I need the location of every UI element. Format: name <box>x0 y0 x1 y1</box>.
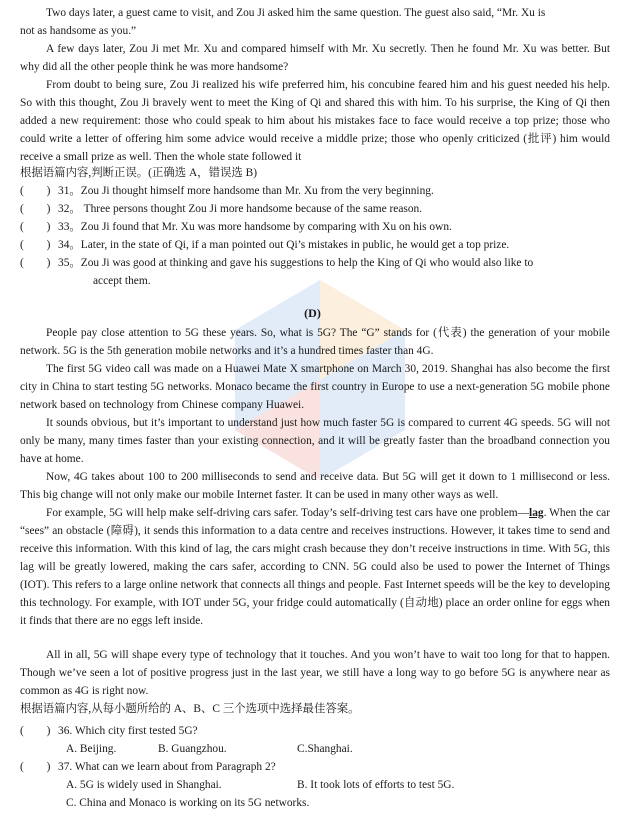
answer-blank[interactable]: ( ) <box>20 725 51 737</box>
lag-keyword: lag <box>529 507 544 519</box>
passage-c-paragraph-3: From doubt to being sure, Zou Ji realized his wife preferred him, his concubine feared him and his guest needed his help. So with this thought, Zou Ji bravely went to meet the King of Qi and shared this with him. To his surprise, the King of Qi then added a new requirement: those who could speak to him about his mistakes face to face would receive a top prize; those who could write a letter of offering him some advice would receive a middle prize; those who openly criticized (批评) him would receive a small prize as well. Then the whole state followed it <box>20 79 610 163</box>
q37-option-a[interactable]: A. 5G is widely used in Shanghai. <box>66 779 222 791</box>
question-37: ( ) 37. What can we learn about from Paragraph 2? <box>20 758 610 776</box>
q36-option-a[interactable]: A. Beijing. <box>66 743 117 755</box>
passage-d-paragraph-4: Now, 4G takes about 100 to 200 milliseconds to send and receive data. But 5G will get it down to 1 millisecond or less. This big change will not only make our mobile Internet faster. It can be used in many other ways as well. <box>20 471 610 501</box>
question-33: ( ) 33。Zou Ji found that Mr. Xu was more handsome by comparing with Xu on his own. <box>20 218 610 236</box>
passage-d-paragraph-5: For example, 5G will help make self-driving cars safer. Today’s self-driving test cars have one problem—lag. When the car “sees” an obstacle (障碍), it sends this information to a data centre and receives instructions. However, it takes time to send and receive this information. With this kind of lag, the cars might crash because they don’t receive instructions in time. With 5G, this lag will be greatly lowered, making the cars safer, according to CNN. 5G could also be used to power the Internet of Things (IOT). This refers to a large online network that connects all things and people. Fast Internet speeds will be the key to developing this technology. For example, with IOT under 5G, your fridge could automatically (自动地) place an order online for eggs when it finds that there are no eggs left inside. <box>20 507 610 627</box>
question-36: ( ) 36. Which city first tested 5G? <box>20 722 610 740</box>
question-32: ( ) 32。 Three persons thought Zou Ji more handsome because of the same reason. <box>20 200 610 218</box>
instruction-c: 根据语篇内容,判断正误。(正确选 A，错误选 B) <box>20 167 257 179</box>
passage-c-paragraph-1: Two days later, a guest came to visit, and Zou Ji asked him the same question. The guest also said, “Mr. Xu is <box>46 7 546 19</box>
answer-blank[interactable]: ( ) <box>20 239 51 251</box>
answer-blank[interactable]: ( ) <box>20 761 51 773</box>
passage-d-paragraph-6: All in all, 5G will shape every type of technology that it touches. And you won’t have to wait too long for that to happen. Though we’ve seen a lot of positive progress just in the last year, we still have a long way to go before 5G is anywhere near as common as 4G is right now. <box>20 649 610 697</box>
q36-option-b[interactable]: B. Guangzhou. <box>158 743 227 755</box>
question-35-cont: accept them. <box>93 275 151 287</box>
question-35: ( ) 35。Zou Ji was good at thinking and gave his suggestions to help the King of Qi who would also like to <box>20 254 610 272</box>
instruction-d: 根据语篇内容,从每小题所给的 A、B、C 三个选项中选择最佳答案。 <box>20 703 360 715</box>
answer-blank[interactable]: ( ) <box>20 221 51 233</box>
q36-option-c[interactable]: C.Shanghai. <box>297 743 353 755</box>
question-34: ( ) 34。Later, in the state of Qi, if a man pointed out Qi’s mistakes in public, he would get a top prize. <box>20 236 610 254</box>
q37-option-b[interactable]: B. It took lots of efforts to test 5G. <box>297 779 455 791</box>
section-d-title: (D) <box>304 306 321 320</box>
question-31: ( ) 31。Zou Ji thought himself more handsome than Mr. Xu from the very beginning. <box>20 182 610 200</box>
passage-d-paragraph-3: It sounds obvious, but it’s important to understand just how much faster 5G is compared to current 4G speeds. 5G will not only be many, many times faster than your existing connection, and it will be greatly faster than the broadband connection you have at home. <box>20 417 610 465</box>
passage-d-paragraph-1: People pay close attention to 5G these years. So, what is 5G? The “G” stands for (代表) the generation of your mobile network. 5G is the 5th generation mobile networks and it’s a hundred times faster than 4G. <box>20 327 610 357</box>
q37-option-c[interactable]: C. China and Monaco is working on its 5G networks. <box>66 797 310 809</box>
answer-blank[interactable]: ( ) <box>20 257 51 269</box>
passage-c-paragraph-1-cont: not as handsome as you.” <box>20 25 137 37</box>
answer-blank[interactable]: ( ) <box>20 185 51 197</box>
answer-blank[interactable]: ( ) <box>20 203 51 215</box>
passage-c-paragraph-2: A few days later, Zou Ji met Mr. Xu and compared himself with Mr. Xu secretly. Then he found Mr. Xu was better. But why did all the other people think he was more handsome? <box>20 43 610 73</box>
passage-d-paragraph-2: The first 5G video call was made on a Huawei Mate X smartphone on March 30, 2019. Shanghai has also become the first city in China to start testing 5G networks. Monaco became the first country in Europe to use a next-generation 5G mobile phone network based on technology from Chinese company Huawei. <box>20 363 610 411</box>
